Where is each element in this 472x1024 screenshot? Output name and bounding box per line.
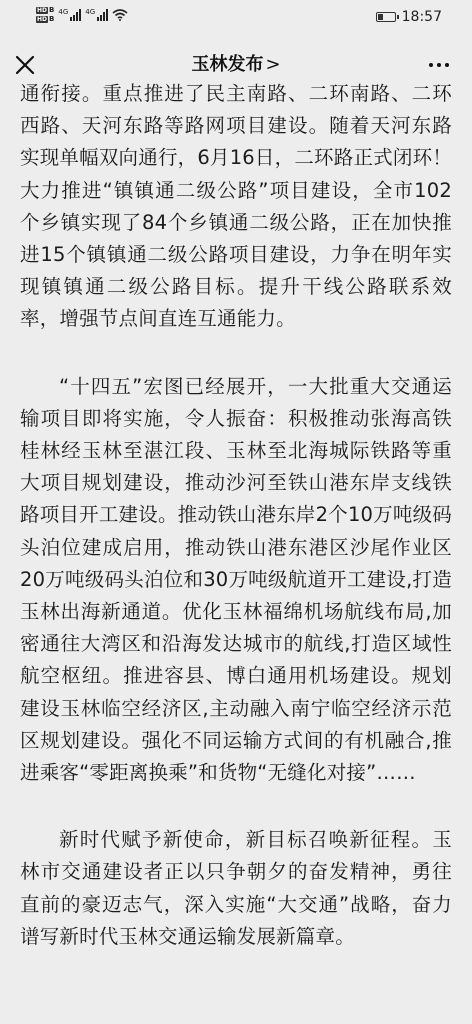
article-content <box>20 78 452 953</box>
status-right <box>376 9 442 25</box>
signal-icon-1: 4G <box>58 9 81 21</box>
status-left <box>36 6 128 23</box>
hd-indicators <box>36 6 54 23</box>
article-body[interactable] <box>0 82 472 1024</box>
status-bar <box>0 0 472 36</box>
chevron-right-icon: > <box>265 54 281 75</box>
article-paragraph: 通衔接。重点推进了民主南路、二环南路、二环西路、天河东路等路网项目建设。随着天河东路实现单幅双向通行，6月16日，二环路正式闭环！大力推进“镇镇通二级公路”项目建设，全市102个乡镇实现了84个乡镇通二级公路，正在加快推进15个镇镇通二级公路项目建设，力争在明年实现镇镇通二级公路目标。提升干线公路联系效率，增强节点间直连互通能力。 <box>20 82 452 331</box>
article-paragraph: “十四五”宏图已经展开，一大批重大交通运输项目即将实施，令人振奋：积极推动张海高铁桂林经玉林至湛江段、玉林至北海城际铁路等重大项目规划建设，推动沙河至铁山港东岸支线铁路项目开工建设。推动铁山港东岸2个10万吨级码头泊位建成启用，推动铁山港东港区沙尾作业区20万吨级码头泊位和30万吨级航道开工建设,打造玉林出海新通道。优化玉林福绵机场航线布局,加密通往大湾区和沿海发达城市的航线,打造区域性航空枢纽。推进容县、博白通用机场建设。规划建设玉林临空经济区,主动融入南宁临空经济示范区规划建设。强化不同运输方式间的有机融合,推进乘客“零距离换乘”和货物“无缝化对接”…… <box>20 374 452 785</box>
status-time: 18:57 <box>401 9 442 25</box>
signal-icon-2: 4G <box>85 9 108 21</box>
hd-icon: HD B <box>37 6 55 14</box>
battery-fill <box>378 14 383 20</box>
more-icon[interactable] <box>426 52 452 78</box>
battery-icon <box>376 12 396 22</box>
account-title[interactable] <box>0 52 472 78</box>
article-paragraph: 新时代赋予新使命，新目标召唤新征程。玉林市交通建设者正以只争朝夕的奋发精神，勇往直前的豪迈志气，深入实施“大交通”战略，奋力谱写新时代玉林交通运输发展新篇章。 <box>20 828 452 948</box>
hd-icon-2: HD B <box>37 15 55 23</box>
account-name: 玉林发布 <box>191 54 264 75</box>
wifi-icon <box>112 9 128 21</box>
